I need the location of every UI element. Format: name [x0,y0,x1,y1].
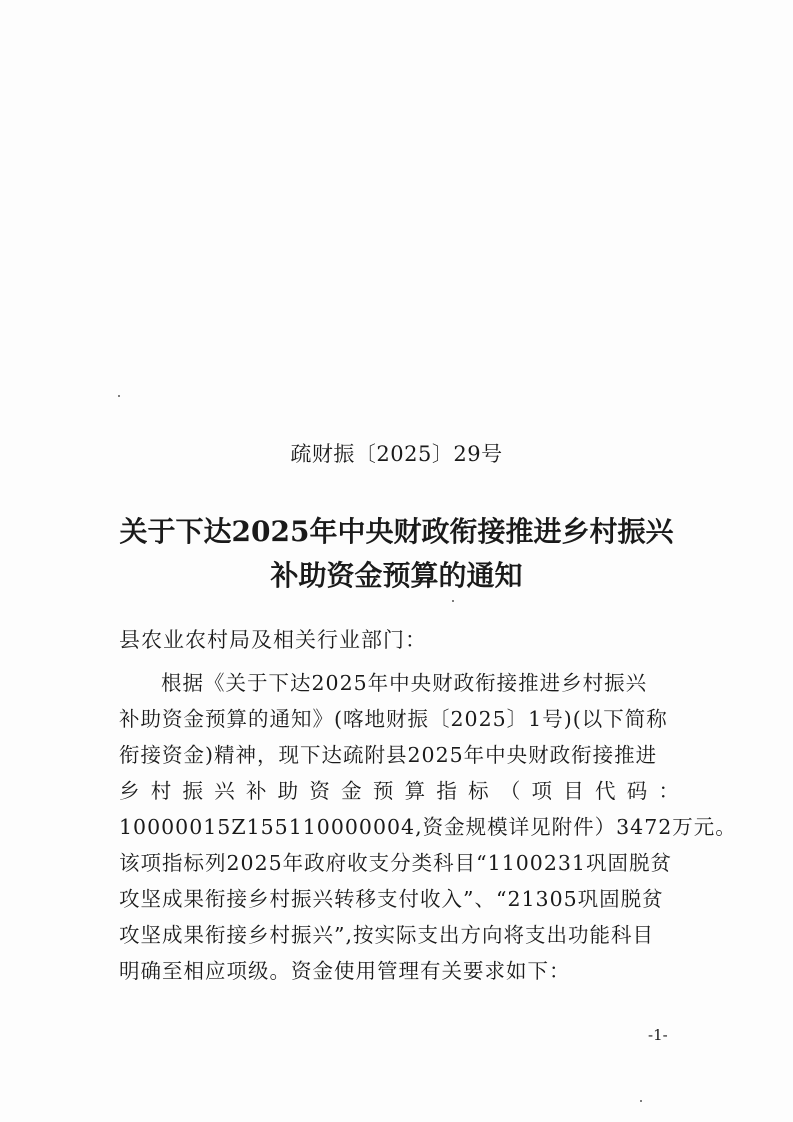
document-number: 疏财振〔2025〕29号 [290,442,503,466]
scan-speck [452,600,454,602]
body-line: 10000015Z155110000004,资金规模详见附件）3472万元。 [119,815,737,839]
document-title [60,510,733,598]
body-paragraph [119,665,737,989]
title-line: 补助资金预算的通知 [270,559,523,592]
scan-speck [640,1100,642,1102]
body-line: 补助资金预算的通知》(喀地财振〔2025〕1号)(以下简称 [119,707,668,731]
body-line: 根据《关于下达2025年中央财政衔接推进乡村振兴 [161,671,648,695]
page-number: -1- [648,1026,668,1044]
body-line: 该项指标列2025年政府收支分类科目“1100231巩固脱贫 [119,851,672,875]
scan-speck [118,395,120,397]
body-line: 攻坚成果衔接乡村振兴”,按实际支出方向将支出功能科目 [119,923,654,947]
body-line: 攻坚成果衔接乡村振兴转移支付收入”、“21305巩固脱贫 [119,887,664,911]
body-line: 乡村振兴补助资金预算指标（项目代码： [119,779,679,803]
body-line: 明确至相应项级。资金使用管理有关要求如下： [119,959,571,983]
title-line: 关于下达2025年中央财政衔接推进乡村振兴 [119,515,674,548]
salutation: 县农业农村局及相关行业部门： [119,628,427,652]
body-line: 衔接资金)精神，现下达疏附县2025年中央财政衔接推进 [119,743,658,767]
